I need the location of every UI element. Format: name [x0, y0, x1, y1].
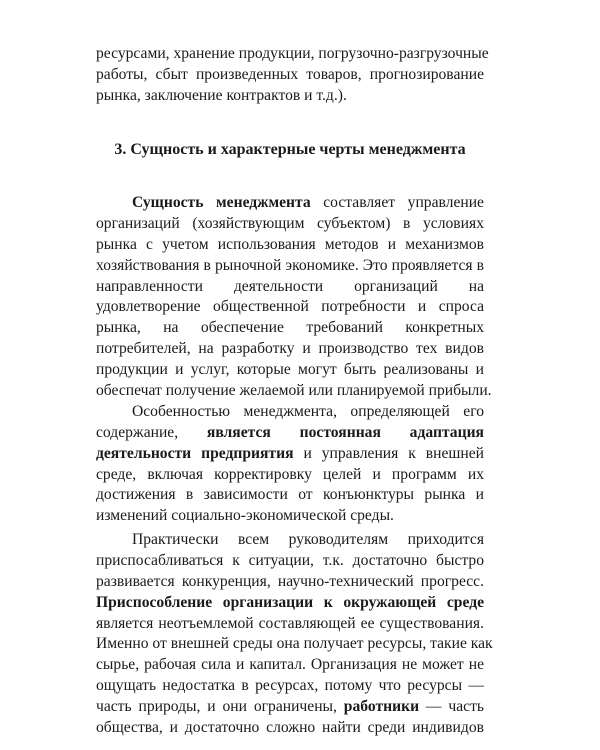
text-line: Сущность менеджмента составляет управление [132, 193, 484, 211]
text-line: среде, включая корректировку целей и программ их [96, 465, 484, 483]
text-line [96, 593, 484, 613]
text-line: организаций (хозяйствующим субъектом) в условиях [96, 214, 484, 232]
text-line: деятельности предприятия и управления к внешней [96, 444, 484, 462]
text-line: Практически всем руководителям приходится [132, 530, 484, 548]
text-line: достижения в зависимости от конъюнктуры рынка и [96, 486, 484, 504]
text-line: является неотъемлемой составляющей ее существования. [96, 614, 484, 632]
text-line: Особенностью менеджмента, определяющей его [132, 402, 484, 420]
text-line: ресурсами, хранение продукции, погрузочно-разгрузочные [96, 45, 489, 62]
text-line: хозяйствования в рыночной экономике. Это проявляется в [96, 256, 484, 274]
text-line: изменений социально-экономической среды. [96, 507, 394, 525]
bold-term: Приспособление организации к окружающей среде [96, 593, 484, 611]
bold-term: Сущность менеджмента [132, 193, 311, 211]
bold-term: работники [343, 698, 420, 716]
text-line: приспосабливаться к ситуации, т.к. достаточно быстро [96, 551, 484, 569]
text-line: направленности деятельности организаций на [96, 277, 484, 295]
text-line: сырье, рабочая сила и капитал. Организация не может не [96, 656, 484, 674]
text-line: ощущать недостатка в ресурсах, потому что ресурсы — [96, 677, 484, 695]
text-line: потребителей, на разработку и производство тех видов [96, 340, 484, 358]
text-line: часть природы, и они ограничены, работники — часть [96, 698, 484, 716]
text-line: содержание, является постоянная адаптация [96, 423, 484, 441]
text-line: рынка с учетом использования методов и механизмов [96, 235, 484, 253]
text-line: общества, и достаточно сложно найти среди индивидов [96, 719, 484, 736]
text-line: рынка, на обеспечение требований конкретных [96, 319, 484, 337]
text-line: удовлетворение общественной потребности и спроса [96, 298, 484, 316]
text-line: развивается конкуренция, научно-технический прогресс. [96, 572, 484, 590]
text-line: продукции и услуг, которые могут быть реализованы и [96, 361, 484, 379]
section-heading: 3. Сущность и характерные черты менеджмента [114, 141, 466, 159]
text-line: работы, сбыт произведенных товаров, прогнозирование [96, 65, 484, 83]
text-line: Именно от внешней среды она получает ресурсы, такие как [96, 635, 493, 653]
bold-term: является постоянная адаптация [206, 423, 484, 441]
bold-term: деятельности предприятия [96, 444, 294, 462]
text-line: рынка, заключение контрактов и т.д.). [96, 86, 347, 104]
text-line: обеспечат получение желаемой или планируемой прибыли. [96, 382, 492, 399]
